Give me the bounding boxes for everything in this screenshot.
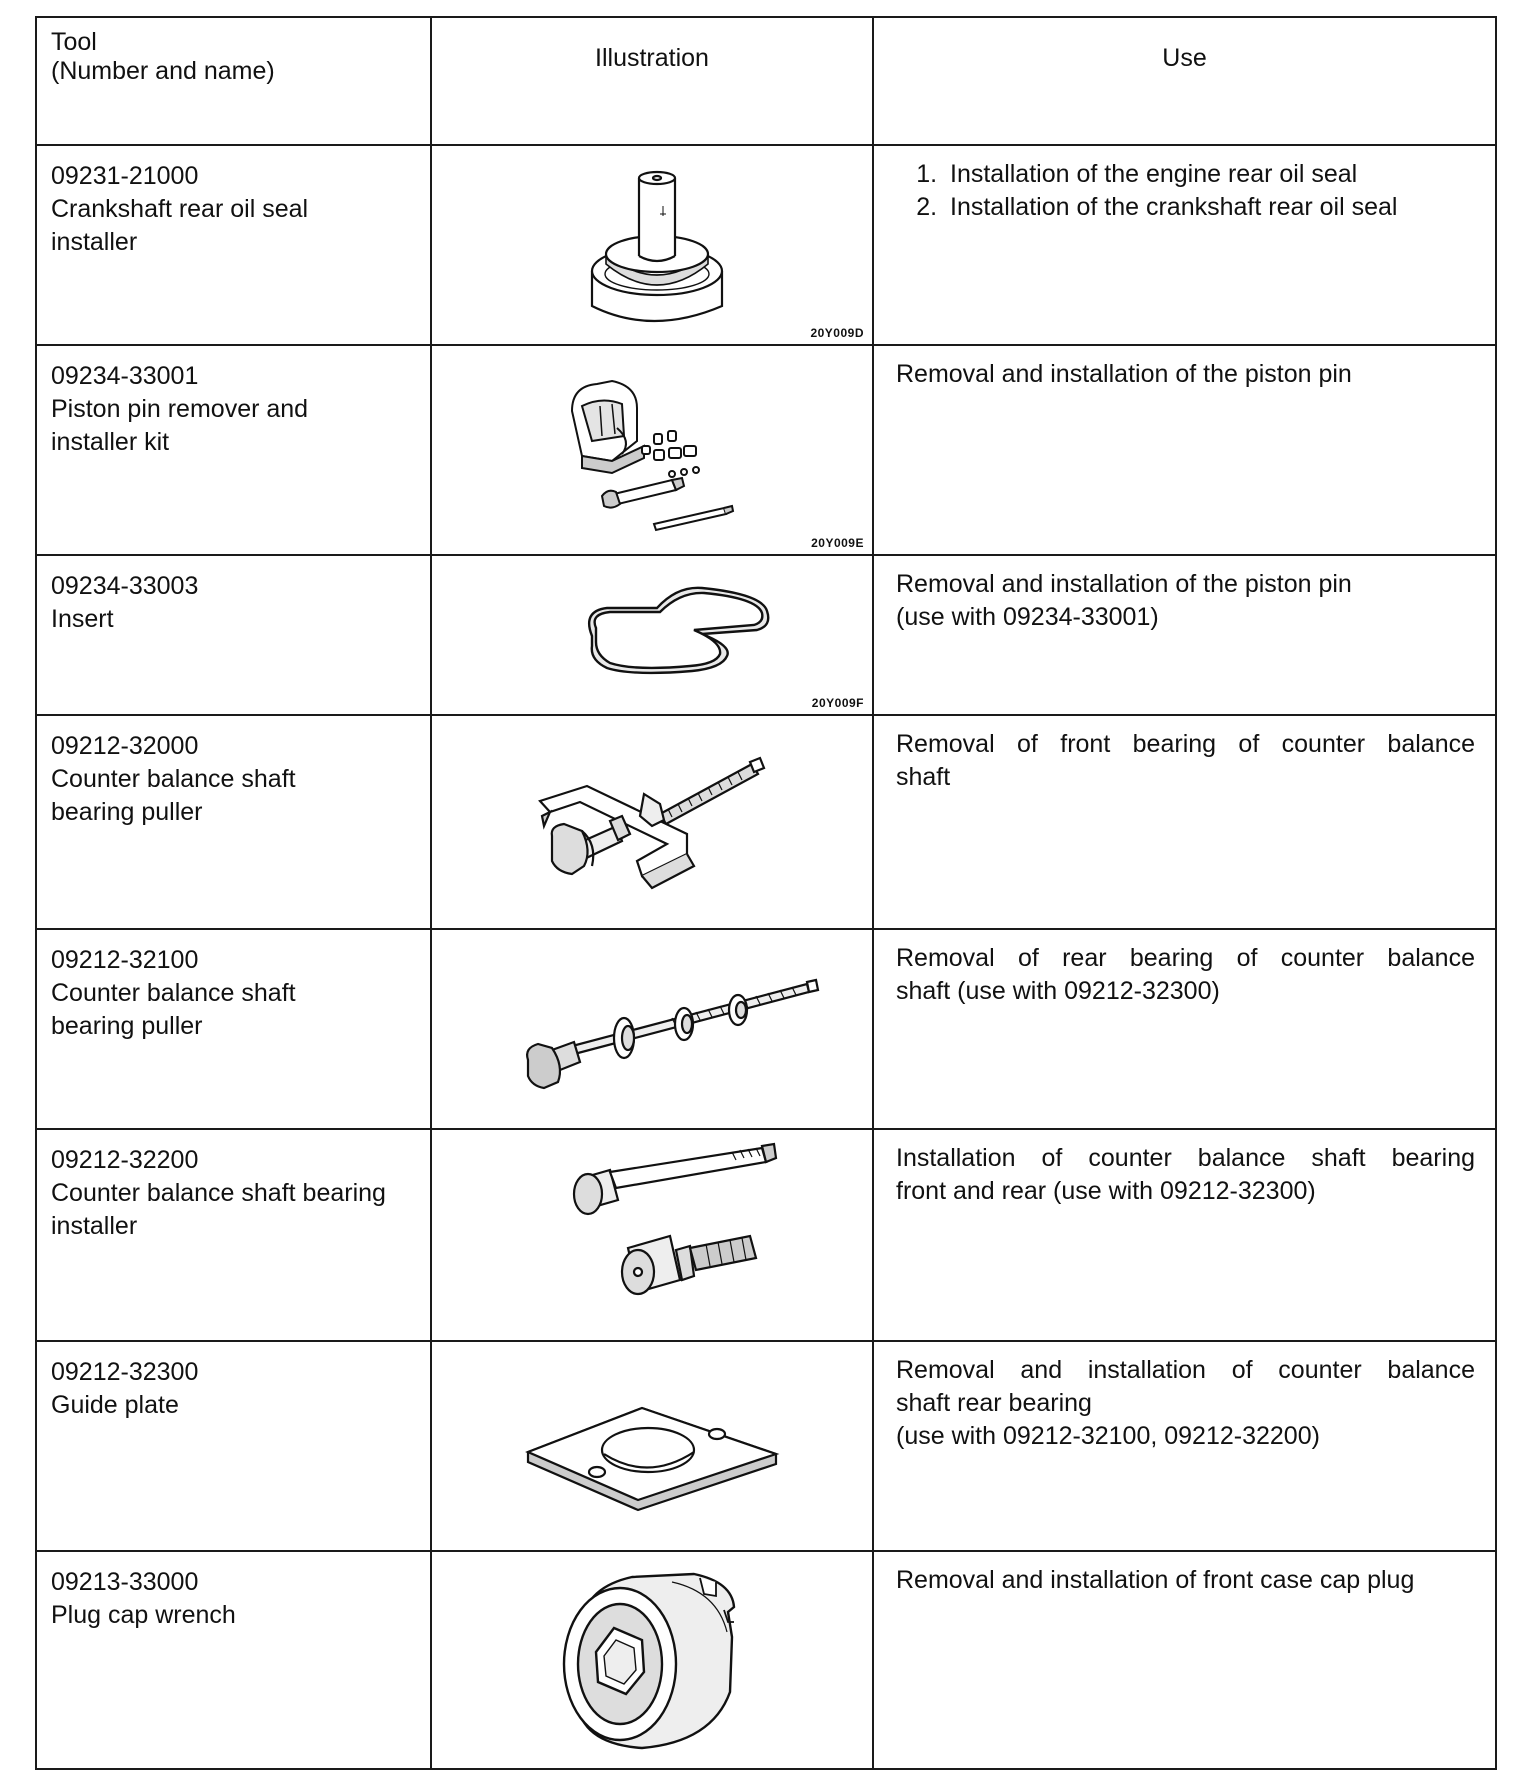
tool-cell xyxy=(36,929,431,1129)
tool-number: 09212-32100 xyxy=(51,946,199,974)
header-row xyxy=(36,17,1496,145)
oil-seal-installer-illustration xyxy=(432,146,874,346)
tool-name: Counter balance shaft bearing xyxy=(51,1179,386,1207)
tool-name: Plug cap wrench xyxy=(51,1601,236,1629)
use-list-item: 2. Installation of the crankshaft rear oil seal xyxy=(944,191,1475,224)
use-text: Removal and installation of front case cap plug xyxy=(896,1566,1415,1594)
table-row xyxy=(36,715,1496,929)
tool-header-line: Tool xyxy=(51,28,97,56)
insert-illustration xyxy=(432,556,874,716)
guide-plate-illustration xyxy=(432,1342,874,1552)
tool-header-subline: (Number and name) xyxy=(51,57,275,85)
table-row xyxy=(36,1551,1496,1769)
use-cell xyxy=(873,145,1496,345)
table-row xyxy=(36,145,1496,345)
use-text: shaft xyxy=(896,763,951,791)
table-row xyxy=(36,1129,1496,1341)
use-text: Installation of counter balance shaft bearing xyxy=(896,1144,1475,1172)
tool-cell xyxy=(36,345,431,555)
table-row xyxy=(36,1341,1496,1551)
figure-code: 20Y009E xyxy=(811,536,864,550)
tool-column-header xyxy=(36,17,431,145)
illustration-column-header: Illustration xyxy=(431,17,873,145)
use-cell xyxy=(873,555,1496,715)
tool-name: bearing puller xyxy=(51,798,203,826)
use-text: Removal and installation of counter balance xyxy=(896,1356,1475,1384)
use-cell xyxy=(873,929,1496,1129)
use-text: Removal and installation of the piston pin xyxy=(896,570,1352,598)
table-row xyxy=(36,555,1496,715)
use-cell xyxy=(873,1341,1496,1551)
tool-number: 09234-33001 xyxy=(51,362,199,390)
table-row xyxy=(36,345,1496,555)
tool-name: installer kit xyxy=(51,428,170,456)
rear-bearing-puller-illustration xyxy=(432,930,874,1130)
use-list-item: 1. Installation of the engine rear oil seal xyxy=(944,158,1475,191)
figure-code: 20Y009F xyxy=(811,696,864,710)
bearing-installer-illustration xyxy=(432,1130,874,1342)
use-text: shaft rear bearing xyxy=(896,1389,1092,1417)
illustration-cell xyxy=(431,345,873,555)
tool-number: 09213-33000 xyxy=(51,1568,199,1596)
front-bearing-puller-illustration xyxy=(432,716,874,930)
illustration-cell xyxy=(431,555,873,715)
tool-cell xyxy=(36,1551,431,1769)
table-row xyxy=(36,929,1496,1129)
use-cell xyxy=(873,1551,1496,1769)
use-text: Removal and installation of the piston pin xyxy=(896,360,1352,388)
tool-cell xyxy=(36,555,431,715)
use-cell xyxy=(873,1129,1496,1341)
tool-name: installer xyxy=(51,228,138,256)
tool-cell xyxy=(36,1341,431,1551)
tool-name: Guide plate xyxy=(51,1391,179,1419)
illustration-cell xyxy=(431,145,873,345)
special-tools-table xyxy=(35,16,1497,1770)
use-cell xyxy=(873,345,1496,555)
illustration-cell xyxy=(431,715,873,929)
tool-name: Crankshaft rear oil seal xyxy=(51,195,309,223)
piston-pin-kit-illustration xyxy=(432,346,874,556)
use-text: (use with 09234-33001) xyxy=(896,603,1159,631)
illustration-cell xyxy=(431,1129,873,1341)
tool-number: 09231-21000 xyxy=(51,162,199,190)
illustration-cell xyxy=(431,929,873,1129)
tool-name: bearing puller xyxy=(51,1012,203,1040)
tool-name: installer xyxy=(51,1212,138,1240)
tool-number: 09212-32000 xyxy=(51,732,199,760)
use-text: (use with 09212-32100, 09212-32200) xyxy=(896,1422,1320,1450)
use-text: shaft (use with 09212-32300) xyxy=(896,977,1220,1005)
tool-number: 09234-33003 xyxy=(51,572,199,600)
illustration-cell xyxy=(431,1551,873,1769)
use-text: Removal of front bearing of counter balance xyxy=(896,730,1475,758)
tool-name: Counter balance shaft xyxy=(51,979,296,1007)
use-list xyxy=(896,158,1475,224)
tool-cell xyxy=(36,715,431,929)
use-cell xyxy=(873,715,1496,929)
tool-name: Insert xyxy=(51,605,114,633)
use-text: front and rear (use with 09212-32300) xyxy=(896,1177,1316,1205)
use-text: Removal of rear bearing of counter balance xyxy=(896,944,1475,972)
figure-code: 20Y009D xyxy=(810,326,864,340)
tool-name: Piston pin remover and xyxy=(51,395,309,423)
use-column-header: Use xyxy=(873,17,1496,145)
plug-cap-wrench-illustration xyxy=(432,1552,874,1770)
tool-cell xyxy=(36,1129,431,1341)
tool-cell xyxy=(36,145,431,345)
illustration-cell xyxy=(431,1341,873,1551)
tool-number: 09212-32300 xyxy=(51,1358,199,1386)
tool-name: Counter balance shaft xyxy=(51,765,296,793)
tool-number: 09212-32200 xyxy=(51,1146,199,1174)
